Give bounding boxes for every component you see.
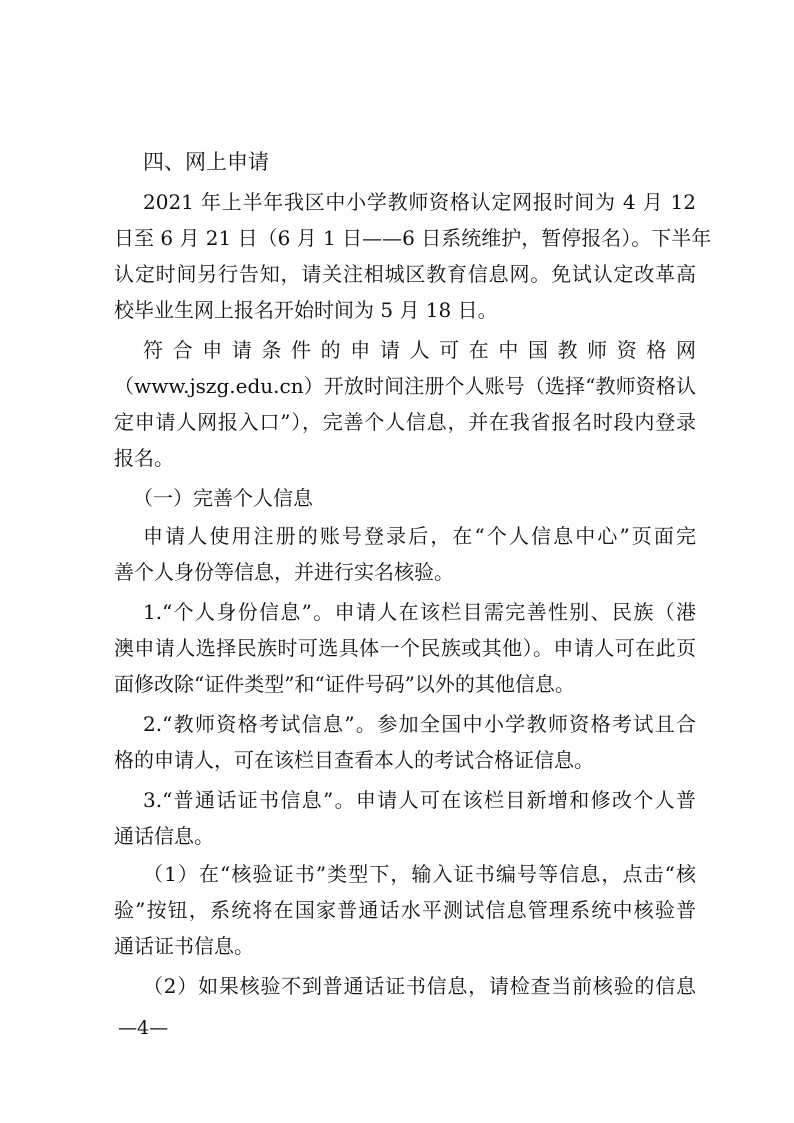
paragraph-line: 校毕业生网上报名开始时间为 5 月 18 日。: [114, 298, 498, 322]
list-item-line: 通话信息。: [114, 824, 214, 848]
paragraph-line: （www.jszg.edu.cn）开放时间注册个人账号（选择“教师资格认: [114, 374, 696, 398]
paragraph-line: 日至 6 月 21 日（6 月 1 日——6 日系统维护，暂停报名）。下半年: [114, 226, 712, 250]
subsection-heading: （一）完善个人信息: [133, 486, 313, 510]
sub-item-line: （1）在“核验证书”类型下，输入证书编号等信息，点击“核: [143, 862, 696, 886]
paragraph-line: 申请人使用注册的账号登录后，在“个人信息中心”页面完: [143, 524, 696, 548]
paragraph-line: 报名。: [114, 446, 174, 470]
list-item-line: 澳申请人选择民族时可选具体一个民族或其他）。申请人可在此页: [114, 636, 696, 660]
sub-item-line: 通话证书信息。: [114, 934, 254, 958]
list-item-line: 面修改除“证件类型”和“证件号码”以外的其他信息。: [114, 672, 575, 696]
section-heading: 四、网上申请: [143, 150, 269, 174]
sub-item-line: （2）如果核验不到普通话证书信息，请检查当前核验的信息: [143, 974, 696, 998]
paragraph-line: 定申请人网报入口”），完善个人信息，并在我省报名时段内登录: [114, 410, 696, 434]
page-number: —4—: [118, 1017, 169, 1039]
paragraph-line: 符合申请条件的申请人可在中国教师资格网: [143, 338, 696, 362]
paragraph-line: 认定时间另行告知，请关注相城区教育信息网。免试认定改革高: [114, 262, 696, 286]
sub-item-line: 验”按钮，系统将在国家普通话水平测试信息管理系统中核验普: [114, 898, 696, 922]
paragraph-line: 2021 年上半年我区中小学教师资格认定网报时间为 4 月 12: [143, 190, 696, 214]
paragraph-line: 善个人身份等信息，并进行实名核验。: [114, 560, 454, 584]
list-item-line: 2.“教师资格考试信息”。参加全国中小学教师资格考试且合: [143, 712, 696, 736]
list-item-line: 3.“普通话证书信息”。申请人可在该栏目新增和修改个人普: [143, 788, 696, 812]
list-item-line: 格的申请人，可在该栏目查看本人的考试合格证信息。: [114, 748, 594, 772]
list-item-line: 1.“个人身份信息”。申请人在该栏目需完善性别、民族（港: [143, 600, 696, 624]
